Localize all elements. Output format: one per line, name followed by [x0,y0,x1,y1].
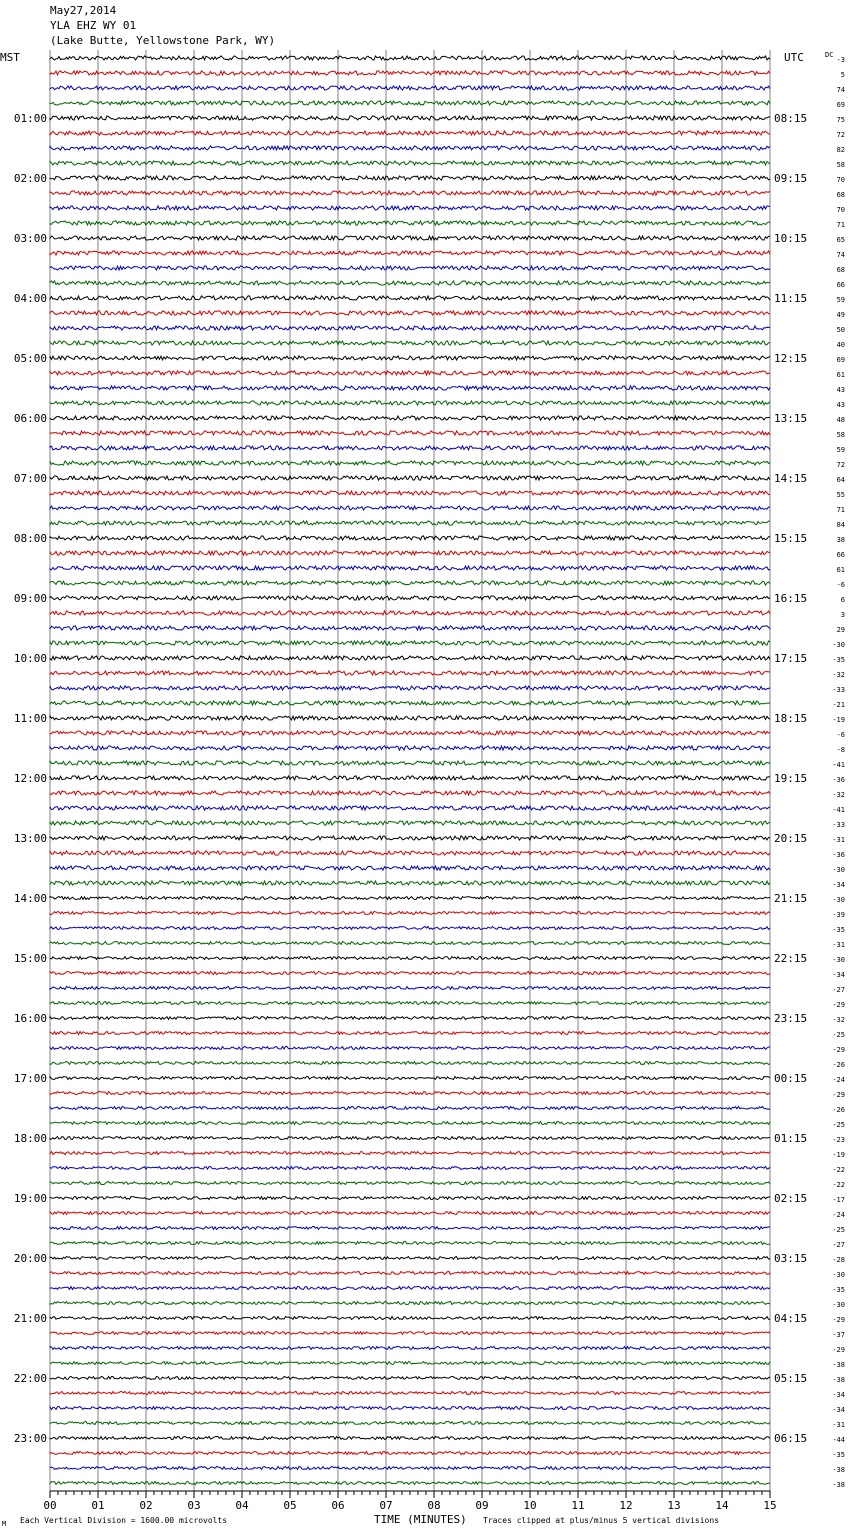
dc-offset-value: 61 [836,371,845,379]
trace-row-7 [50,161,770,165]
utc-hour-label: 23:15 [774,1012,808,1025]
dc-offset-value: -3 [836,56,845,64]
trace-row-87 [50,1362,770,1365]
dc-offset-value: 29 [836,626,845,634]
utc-hour-label: 21:15 [774,892,808,905]
trace-row-57 [50,912,770,915]
utc-hour-label: 02:15 [774,1192,808,1205]
dc-offset-value: -41 [832,806,845,814]
dc-offset-value: -34 [832,971,845,979]
utc-hour-label: 13:15 [774,412,808,425]
trace-row-31 [50,521,770,525]
trace-row-17 [50,311,770,315]
mst-hour-label: 04:00 [13,292,47,305]
dc-offset-value: 66 [836,281,845,289]
trace-row-53 [50,851,770,855]
utc-hour-label: 12:15 [774,352,808,365]
utc-hour-label: 00:15 [774,1072,808,1085]
dc-offset-value: 55 [836,491,845,499]
x-tick-label: 12 [619,1499,633,1512]
x-tick-label: 09 [475,1499,489,1512]
trace-row-49 [50,791,770,795]
dc-offset-value: 43 [836,386,845,394]
dc-offset-value: -30 [832,866,845,874]
dc-offset-value: 71 [836,221,845,229]
trace-row-16 [50,296,770,300]
dc-offset-value: 5 [840,71,845,79]
dc-offset-value: 6 [840,596,845,604]
x-tick-label: 02 [139,1499,153,1512]
dc-offset-value: -32 [832,1016,845,1024]
dc-offset-value: -8 [836,746,845,754]
dc-offset-value: 43 [836,401,845,409]
header-date: May27,2014 [50,4,117,17]
trace-row-40 [50,656,770,660]
mst-hour-label: 08:00 [13,532,47,545]
dc-offset-value: -34 [832,1391,845,1399]
mst-hour-label: 03:00 [13,232,47,245]
dc-offset-value: 69 [836,101,845,109]
trace-row-83 [50,1302,770,1305]
trace-row-30 [50,506,770,510]
trace-row-50 [50,806,770,810]
dc-offset-value: -6 [836,731,845,739]
dc-offset-value: 59 [836,446,845,454]
dc-offset-value: 49 [836,311,845,319]
mst-hour-label: 17:00 [13,1072,47,1085]
utc-hour-label: 06:15 [774,1432,808,1445]
trace-row-13 [50,251,770,255]
trace-row-63 [50,1002,770,1005]
dc-label: DC [825,51,834,59]
dc-offset-value: 58 [836,161,845,169]
mst-hour-label: 23:00 [13,1432,47,1445]
dc-offset-value: 82 [836,146,845,154]
trace-row-66 [50,1047,770,1050]
utc-hour-label: 15:15 [774,532,808,545]
trace-row-80 [50,1257,770,1260]
dc-offset-value: -29 [832,1091,845,1099]
dc-offset-value: -26 [832,1061,845,1069]
trace-row-82 [50,1287,770,1290]
dc-offset-labels [832,56,845,1489]
dc-offset-value: -19 [832,716,845,724]
trace-row-3 [50,101,770,105]
trace-row-61 [50,972,770,975]
dc-offset-value: -21 [832,701,845,709]
trace-row-69 [50,1092,770,1095]
trace-row-37 [50,611,770,615]
dc-offset-value: -35 [832,1451,845,1459]
dc-offset-value: -27 [832,1241,845,1249]
trace-row-67 [50,1062,770,1065]
utc-hour-label: 20:15 [774,832,808,845]
utc-hour-label: 18:15 [774,712,808,725]
utc-hour-label: 10:15 [774,232,808,245]
trace-row-18 [50,326,770,330]
trace-row-94 [50,1467,770,1470]
x-tick-label: 15 [763,1499,777,1512]
dc-offset-value: -33 [832,686,845,694]
dc-offset-value: -39 [832,911,845,919]
dc-offset-value: 74 [836,86,845,94]
utc-hour-label: 19:15 [774,772,808,785]
trace-row-58 [50,927,770,930]
x-tick-label: 10 [523,1499,537,1512]
dc-offset-value: 84 [836,521,845,529]
trace-row-28 [50,476,770,480]
trace-row-74 [50,1167,770,1170]
dc-offset-value: 71 [836,506,845,514]
dc-offset-value: 66 [836,551,845,559]
dc-offset-value: 48 [836,416,845,424]
x-tick-label: 00 [43,1499,57,1512]
dc-offset-value: -28 [832,1256,845,1264]
dc-offset-value: 64 [836,476,845,484]
dc-offset-value: 68 [836,191,845,199]
dc-offset-value: -29 [832,1001,845,1009]
trace-row-59 [50,942,770,945]
x-tick-label: 14 [715,1499,729,1512]
trace-row-20 [50,356,770,360]
x-tick-label: 01 [91,1499,105,1512]
dc-offset-value: -30 [832,896,845,904]
trace-row-78 [50,1227,770,1230]
dc-offset-value: -31 [832,836,845,844]
header-station: YLA EHZ WY 01 [50,19,137,32]
trace-row-22 [50,386,770,390]
utc-hour-label: 22:15 [774,952,808,965]
dc-offset-value: -31 [832,1421,845,1429]
trace-row-93 [50,1452,770,1455]
dc-offset-value: 74 [836,251,845,259]
dc-offset-value: 70 [836,206,845,214]
trace-row-79 [50,1242,770,1245]
trace-row-92 [50,1437,770,1440]
dc-offset-value: -34 [832,1406,845,1414]
dc-offset-value: -29 [832,1316,845,1324]
trace-row-34 [50,566,770,570]
trace-row-25 [50,431,770,435]
x-tick-label: 11 [571,1499,585,1512]
mst-hour-labels [14,112,47,1445]
mst-hour-label: 15:00 [13,952,47,965]
dc-offset-value: -30 [832,641,845,649]
trace-row-88 [50,1377,770,1380]
left-timezone-label: MST [0,51,20,64]
trace-row-36 [50,596,770,600]
dc-offset-value: -36 [832,776,845,784]
utc-hour-label: 14:15 [774,472,808,485]
dc-offset-value: 50 [836,326,845,334]
trace-row-32 [50,536,770,540]
mst-hour-label: 02:00 [13,172,47,185]
trace-row-9 [50,191,770,195]
x-tick-label: 05 [283,1499,297,1512]
seismic-traces [50,56,770,1485]
trace-row-46 [50,746,770,750]
mst-hour-label: 09:00 [13,592,47,605]
utc-hour-label: 04:15 [774,1312,808,1325]
dc-offset-value: -27 [832,986,845,994]
trace-row-24 [50,416,770,420]
mst-hour-label: 05:00 [13,352,47,365]
mst-hour-label: 11:00 [13,712,47,725]
mst-hour-label: 10:00 [13,652,47,665]
trace-row-14 [50,266,770,270]
dc-offset-value: -29 [832,1346,845,1354]
dc-offset-value: 75 [836,116,845,124]
trace-row-5 [50,131,770,135]
scale-note: Each Vertical Division = 1600.00 microvolts [20,1516,228,1525]
utc-hour-labels [774,112,807,1445]
utc-hour-label: 16:15 [774,592,808,605]
trace-row-4 [50,116,770,120]
x-tick-label: 08 [427,1499,441,1512]
utc-hour-label: 08:15 [774,112,808,125]
mst-hour-label: 16:00 [13,1012,47,1025]
x-tick-label: 03 [187,1499,201,1512]
dc-offset-value: -35 [832,656,845,664]
corner-mark: M [2,1520,7,1528]
trace-row-84 [50,1317,770,1320]
trace-row-48 [50,776,770,780]
x-axis-title: TIME (MINUTES) [374,1513,467,1526]
utc-hour-label: 03:15 [774,1252,808,1265]
dc-offset-value: 58 [836,431,845,439]
trace-row-12 [50,236,770,240]
trace-row-51 [50,821,770,825]
trace-row-64 [50,1017,770,1020]
trace-row-33 [50,551,770,555]
trace-row-38 [50,626,770,630]
trace-row-71 [50,1122,770,1125]
trace-row-70 [50,1107,770,1110]
mst-hour-label: 18:00 [13,1132,47,1145]
x-axis [43,1491,776,1512]
dc-offset-value: -22 [832,1181,845,1189]
trace-row-26 [50,446,770,450]
trace-row-21 [50,371,770,375]
dc-offset-value: 72 [836,131,845,139]
trace-row-75 [50,1182,770,1185]
mst-hour-label: 20:00 [13,1252,47,1265]
dc-offset-value: -36 [832,851,845,859]
trace-row-77 [50,1212,770,1215]
utc-hour-label: 09:15 [774,172,808,185]
dc-offset-value: -25 [832,1226,845,1234]
x-tick-label: 04 [235,1499,249,1512]
utc-hour-label: 11:15 [774,292,808,305]
dc-offset-value: 61 [836,566,845,574]
trace-row-85 [50,1332,770,1335]
trace-row-68 [50,1077,770,1080]
dc-offset-value: 69 [836,356,845,364]
dc-offset-value: 40 [836,341,845,349]
mst-hour-label: 19:00 [13,1192,47,1205]
dc-offset-value: -38 [832,1376,845,1384]
dc-offset-value: -41 [832,761,845,769]
trace-row-91 [50,1422,770,1425]
utc-hour-label: 17:15 [774,652,808,665]
dc-offset-value: -25 [832,1031,845,1039]
trace-row-81 [50,1272,770,1275]
trace-row-65 [50,1032,770,1035]
mst-hour-label: 12:00 [13,772,47,785]
dc-offset-value: -6 [836,581,845,589]
dc-offset-value: -24 [832,1211,845,1219]
trace-row-89 [50,1392,770,1395]
dc-offset-value: -29 [832,1046,845,1054]
trace-row-10 [50,206,770,210]
trace-row-44 [50,716,770,720]
dc-offset-value: -17 [832,1196,845,1204]
dc-offset-value: -34 [832,881,845,889]
dc-offset-value: 68 [836,266,845,274]
trace-row-41 [50,671,770,675]
trace-row-43 [50,701,770,705]
dc-offset-value: -35 [832,1286,845,1294]
trace-row-62 [50,987,770,990]
dc-offset-value: -38 [832,1481,845,1489]
mst-hour-label: 01:00 [13,112,47,125]
trace-row-54 [50,866,770,870]
trace-row-72 [50,1137,770,1140]
trace-row-27 [50,461,770,465]
trace-row-11 [50,221,770,225]
trace-row-39 [50,641,770,645]
dc-offset-value: -30 [832,956,845,964]
trace-row-90 [50,1407,770,1410]
dc-offset-value: -23 [832,1136,845,1144]
trace-row-45 [50,731,770,735]
trace-row-76 [50,1197,770,1200]
trace-row-1 [50,71,770,75]
header-location: (Lake Butte, Yellowstone Park, WY) [50,34,276,47]
trace-row-73 [50,1152,770,1155]
x-tick-label: 07 [379,1499,393,1512]
dc-offset-value: -37 [832,1331,845,1339]
trace-row-60 [50,957,770,960]
trace-row-2 [50,86,770,90]
dc-offset-value: 3 [840,611,845,619]
mst-hour-label: 14:00 [13,892,47,905]
trace-row-0 [50,56,770,60]
x-tick-label: 13 [667,1499,681,1512]
dc-offset-value: -31 [832,941,845,949]
mst-hour-label: 07:00 [13,472,47,485]
utc-hour-label: 05:15 [774,1372,808,1385]
x-tick-label: 06 [331,1499,345,1512]
dc-offset-value: -32 [832,791,845,799]
mst-hour-label: 13:00 [13,832,47,845]
trace-row-29 [50,491,770,495]
mst-hour-label: 22:00 [13,1372,47,1385]
dc-offset-value: -22 [832,1166,845,1174]
mst-hour-label: 06:00 [13,412,47,425]
dc-offset-value: -30 [832,1271,845,1279]
dc-offset-value: -30 [832,1301,845,1309]
mst-hour-label: 21:00 [13,1312,47,1325]
trace-row-35 [50,581,770,585]
trace-row-95 [50,1482,770,1485]
trace-row-19 [50,341,770,345]
trace-row-47 [50,761,770,765]
trace-row-23 [50,401,770,405]
dc-offset-value: 70 [836,176,845,184]
dc-offset-value: 59 [836,296,845,304]
dc-offset-value: -32 [832,671,845,679]
utc-hour-label: 01:15 [774,1132,808,1145]
trace-row-86 [50,1347,770,1350]
dc-offset-value: -44 [832,1436,845,1444]
dc-offset-value: -25 [832,1121,845,1129]
dc-offset-value: -35 [832,926,845,934]
dc-offset-value: -38 [832,1466,845,1474]
trace-row-6 [50,146,770,150]
trace-row-52 [50,836,770,840]
dc-offset-value: 65 [836,236,845,244]
trace-row-8 [50,176,770,180]
dc-offset-value: -26 [832,1106,845,1114]
trace-row-15 [50,281,770,285]
trace-row-42 [50,686,770,690]
dc-offset-value: -33 [832,821,845,829]
dc-offset-value: 38 [836,536,845,544]
trace-row-56 [50,897,770,900]
dc-offset-value: -19 [832,1151,845,1159]
right-timezone-label: UTC [784,51,804,64]
dc-offset-value: 72 [836,461,845,469]
dc-offset-value: -38 [832,1361,845,1369]
trace-row-55 [50,881,770,885]
dc-offset-value: -24 [832,1076,845,1084]
clip-note: Traces clipped at plus/minus 5 vertical divisions [483,1516,720,1525]
